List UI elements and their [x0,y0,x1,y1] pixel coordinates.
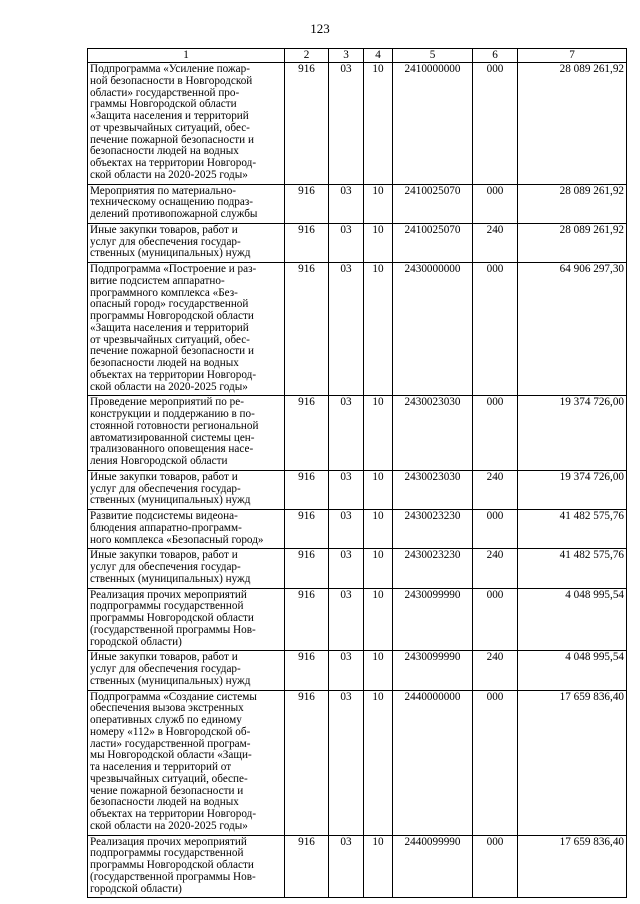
target-article-cell: 2410025070 [393,184,473,223]
table-row [88,835,627,898]
subsection-code-cell: 10 [364,549,393,588]
ministry-code-cell: 916 [285,470,329,509]
item-name-line: городской области) [90,635,182,648]
item-name-line: обеспечения вызова экстренных [90,702,244,715]
subsection-code-cell: 10 [364,63,393,185]
expense-type-cell: 240 [473,470,518,509]
item-name-line: Иные закупки товаров, работ и [90,223,238,236]
item-name-cell [88,651,285,690]
item-name-line: Проведение мероприятий по ре- [90,396,244,409]
ministry-code-cell: 916 [285,690,329,835]
subsection-code-cell: 10 [364,588,393,651]
column-header-6: 6 [473,49,518,63]
item-name-line: «Защита населения и территорий [90,321,249,334]
target-article-cell: 2430000000 [393,263,473,396]
expense-type-cell: 000 [473,263,518,396]
ministry-code-cell: 916 [285,835,329,898]
subsection-code-cell: 10 [364,510,393,549]
item-name-line: чение пожарной безопасности и [90,784,244,797]
item-name-line: программы Новгородской области [90,310,254,322]
item-name-line: программы Новгородской области [90,612,254,624]
item-name-line: Подпрограмма «Усиление пожар- [90,63,250,75]
item-name-cell [88,690,285,835]
item-name-line: услуг для обеспечения государ- [90,482,241,495]
expense-type-cell: 000 [473,690,518,835]
section-code-cell: 03 [329,549,364,588]
expense-type-cell: 000 [473,510,518,549]
item-name-line: мы Новгородской области «Защи- [90,749,252,762]
expense-type-cell: 240 [473,549,518,588]
ministry-code-cell: 916 [285,588,329,651]
item-name-line: номеру «112» в Новгородской об- [90,725,251,738]
amount-cell: 28 089 261,92 [518,223,627,262]
item-name-line: ственных (муниципальных) нужд [90,674,251,687]
table-row [88,184,627,223]
subsection-code-cell: 10 [364,263,393,396]
table-row [88,651,627,690]
column-header-4: 4 [364,49,393,63]
column-header-2: 2 [285,49,329,63]
item-name-line: Развитие подсистемы видеона- [90,510,238,522]
target-article-cell: 2410025070 [393,223,473,262]
item-name-line: безопасности людей на водных [90,796,239,809]
item-name-line: Иные закупки товаров, работ и [90,549,238,562]
amount-cell: 19 374 726,00 [518,470,627,509]
item-name-line: печение пожарной безопасности и [90,345,254,358]
amount-cell: 64 906 297,30 [518,263,627,396]
section-code-cell: 03 [329,396,364,471]
ministry-code-cell: 916 [285,263,329,396]
section-code-cell: 03 [329,223,364,262]
amount-cell: 28 089 261,92 [518,63,627,185]
item-name-line: ственных (муниципальных) нужд [90,247,251,260]
section-code-cell: 03 [329,651,364,690]
ministry-code-cell: 916 [285,184,329,223]
item-name-line: ласти» государственной програм- [90,737,251,750]
item-name-line: от чрезвычайных ситуаций, обес- [90,121,250,134]
expense-type-cell: 000 [473,63,518,185]
section-code-cell: 03 [329,690,364,835]
section-code-cell: 03 [329,588,364,651]
subsection-code-cell: 10 [364,396,393,471]
item-name-cell [88,835,285,898]
item-name-cell [88,470,285,509]
item-name-line: объектах на территории Новгород- [90,157,257,169]
item-name-line: программы Новгородской области [90,859,254,871]
ministry-code-cell: 916 [285,510,329,549]
section-code-cell: 03 [329,835,364,898]
item-name-line: опасный город» государственной [90,298,249,311]
table-row [88,223,627,262]
item-name-cell [88,510,285,549]
item-name-line: «Защита населения и территорий [90,110,249,122]
item-name-line: печение пожарной безопасности и [90,133,254,146]
item-name-line: Мероприятия по материально- [90,184,237,197]
item-name-line: Реализация прочих мероприятий [90,588,247,601]
item-name-line: Подпрограмма «Построение и раз- [90,263,257,275]
amount-cell: 41 482 575,76 [518,510,627,549]
subsection-code-cell: 10 [364,223,393,262]
ministry-code-cell: 916 [285,396,329,471]
table-row [88,396,627,471]
table-row [88,588,627,651]
amount-cell: 17 659 836,40 [518,835,627,898]
item-name-cell [88,588,285,651]
item-name-line: блюдения аппаратно-программ- [90,521,242,534]
item-name-cell [88,223,285,262]
item-name-line: чрезвычайных ситуаций, обеспе- [90,772,248,785]
section-code-cell: 03 [329,263,364,396]
item-name-line: безопасности людей на водных [90,357,239,369]
item-name-line: витие подсистем аппаратно- [90,274,225,287]
expense-type-cell: 240 [473,651,518,690]
item-name-line: ской области на 2020-2025 годы» [90,380,248,393]
item-name-line: та населения и территорий от [90,761,232,773]
item-name-line: безопасности людей на водных [90,145,239,158]
amount-cell: 28 089 261,92 [518,184,627,223]
item-name-line: услуг для обеспечения государ- [90,561,241,573]
target-article-cell: 2430023230 [393,549,473,588]
item-name-cell [88,263,285,396]
page-number: 123 [310,21,330,36]
item-name-line: (государственной программы Нов- [90,870,256,883]
subsection-code-cell: 10 [364,184,393,223]
section-code-cell: 03 [329,510,364,549]
column-header-3: 3 [329,49,364,63]
ministry-code-cell: 916 [285,549,329,588]
ministry-code-cell: 916 [285,223,329,262]
section-code-cell: 03 [329,184,364,223]
item-name-line: техническому оснащению подраз- [90,196,253,209]
target-article-cell: 2440099990 [393,835,473,898]
target-article-cell: 2440000000 [393,690,473,835]
item-name-line: Иные закупки товаров, работ и [90,651,238,664]
item-name-cell [88,184,285,223]
target-article-cell: 2430099990 [393,651,473,690]
subsection-code-cell: 10 [364,651,393,690]
item-name-line: услуг для обеспечения государ- [90,235,241,248]
item-name-line: объектах на территории Новгород- [90,368,257,381]
item-name-line: трализованного оповещения насе- [90,443,254,456]
expense-type-cell: 000 [473,396,518,471]
target-article-cell: 2430023230 [393,510,473,549]
item-name-line: области» государственной про- [90,86,240,99]
table-row [88,510,627,549]
item-name-line: конструкции и поддержанию в по- [90,408,255,420]
ministry-code-cell: 916 [285,651,329,690]
item-name-line: ственных (муниципальных) нужд [90,494,251,507]
item-name-line: ления Новгородской области [90,455,228,467]
item-name-cell [88,549,285,588]
item-name-cell [88,396,285,471]
expense-type-cell: 000 [473,588,518,651]
table-row [88,470,627,509]
item-name-line: делений противопожарной службы [90,208,258,220]
item-name-line: от чрезвычайных ситуаций, обес- [90,333,250,346]
item-name-line: ской области на 2020-2025 годы» [90,168,248,181]
item-name-line: программного комплекса «Без- [90,286,238,299]
item-name-line: ственных (муниципальных) нужд [90,572,251,585]
subsection-code-cell: 10 [364,470,393,509]
target-article-cell: 2410000000 [393,63,473,185]
subsection-code-cell: 10 [364,690,393,835]
item-name-line: автоматизированной системы цен- [90,431,255,444]
ministry-code-cell: 916 [285,63,329,185]
item-name-line: подпрограммы государственной [90,600,244,613]
item-name-line: Иные закупки товаров, работ и [90,470,238,483]
amount-cell: 41 482 575,76 [518,549,627,588]
item-name-line: ской области на 2020-2025 годы» [90,819,248,832]
amount-cell: 17 659 836,40 [518,690,627,835]
item-name-line: (государственной программы Нов- [90,623,256,636]
item-name-line: ной безопасности в Новгородской [90,74,253,87]
target-article-cell: 2430023030 [393,470,473,509]
table-row [88,263,627,396]
amount-cell: 19 374 726,00 [518,396,627,471]
item-name-line: граммы Новгородской области [90,98,237,111]
item-name-line: подпрограммы государственной [90,847,244,860]
item-name-line: Подпрограмма «Создание системы [90,690,257,703]
item-name-cell [88,63,285,185]
amount-cell: 4 048 995,54 [518,588,627,651]
table-row [88,549,627,588]
table-row [88,63,627,185]
subsection-code-cell: 10 [364,835,393,898]
target-article-cell: 2430099990 [393,588,473,651]
section-code-cell: 03 [329,470,364,509]
section-code-cell: 03 [329,63,364,185]
column-header-5: 5 [393,49,473,63]
item-name-line: Реализация прочих мероприятий [90,835,247,848]
column-header-7: 7 [518,49,627,63]
header-row [88,49,627,63]
item-name-line: оперативных служб по единому [90,714,242,726]
item-name-line: услуг для обеспечения государ- [90,663,241,675]
item-name-line: городской области) [90,882,182,895]
table-row [88,690,627,835]
expense-type-cell: 000 [473,835,518,898]
budget-table [87,48,627,898]
item-name-line: ного комплекса «Безопасный город» [90,533,264,546]
item-name-line: объектах на территории Новгород- [90,808,257,820]
expense-type-cell: 240 [473,223,518,262]
expense-type-cell: 000 [473,184,518,223]
amount-cell: 4 048 995,54 [518,651,627,690]
column-header-1: 1 [88,49,285,63]
target-article-cell: 2430023030 [393,396,473,471]
item-name-line: стоянной готовности региональной [90,419,259,432]
